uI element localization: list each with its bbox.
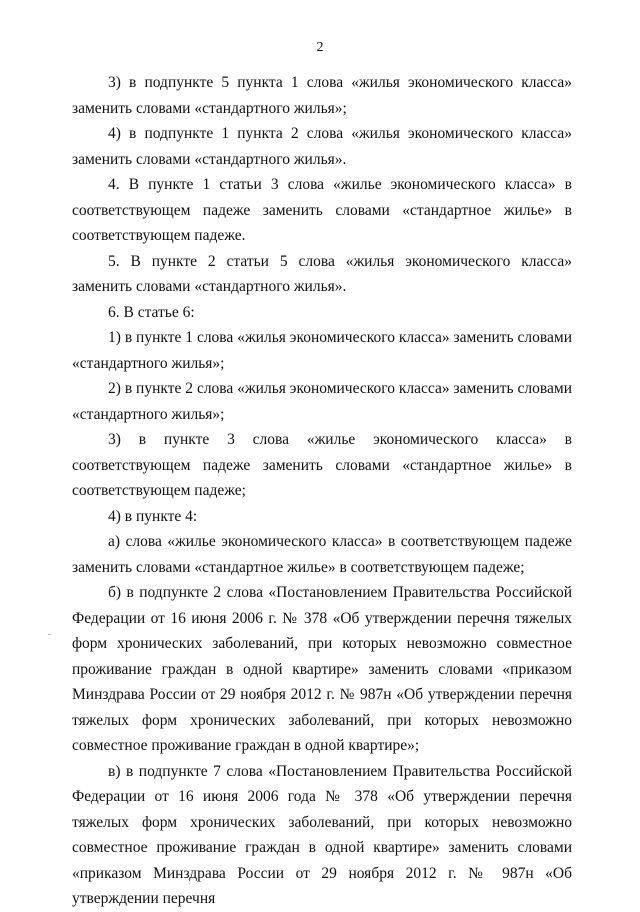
page-number: 2 [316,40,324,55]
paragraph-article-3: 4. В пункте 1 статьи 3 слова «жилье экономического класса» в соответствующем падеже заменить словами «стандартное жилье» в соответствующем падеже. [72,176,572,244]
paragraph-article-6-point-1: 1) в пункте 1 слова «жилья экономического класса» заменить словами «стандартного жилья»; [72,329,572,372]
paragraph-subitem-v: в) в подпункте 7 слова «Постановлением Правительства Российской Федерации от 16 июня 2006 года № 378 «Об утверждении перечня тяжелых форм хронических заболеваний, при которых невозможно совместное проживание граждан в одной квартире» заменить словами «приказом Минздрава России от 29 ноября 2012 г. № 987н «Об утверждении перечня [72,762,572,907]
paragraph-article-6-point-4: 4) в пункте 4: [108,507,198,525]
paragraph-article-6-point-3: 3) в пункте 3 слова «жилье экономического класса» в соответствующем падеже заменить словами «стандартное жилье» в соответствующем падеже; [72,431,572,499]
paragraph-article-5: 5. В пункте 2 статьи 5 слова «жилья экономического класса» заменить словами «стандартного жилья». [72,252,572,295]
scan-margin-mark [48,634,51,635]
paragraph-article-6-point-2: 2) в пункте 2 слова «жилья экономического класса» заменить словами «стандартного жилья»; [72,380,572,423]
paragraph-item-4: 4) в подпункте 1 пункта 2 слова «жилья экономического класса» заменить словами «стандартного жилья». [72,125,572,168]
paragraph-subitem-a: а) слова «жилье экономического класса» в соответствующем падеже заменить словами «стандартное жилье» в соответствующем падеже; [72,533,572,576]
document-body [72,70,572,912]
paragraph-item-3: 3) в подпункте 5 пункта 1 слова «жилья экономического класса» заменить словами «стандартного жилья»; [72,74,572,117]
paragraph-article-6-heading: 6. В статье 6: [108,303,195,321]
paragraph-subitem-b: б) в подпункте 2 слова «Постановлением Правительства Российской Федерации от 16 июня 2006 г. № 378 «Об утверждении перечня тяжелых форм хронических заболеваний, при которых невозможно совместное проживание граждан в одной квартире» заменить словами «приказом Минздрава России от 29 ноября 2012 г. № 987н «Об утверждении перечня тяжелых форм хронических заболеваний, при которых невозможно совместное проживание граждан в одной квартире»; [72,584,572,754]
